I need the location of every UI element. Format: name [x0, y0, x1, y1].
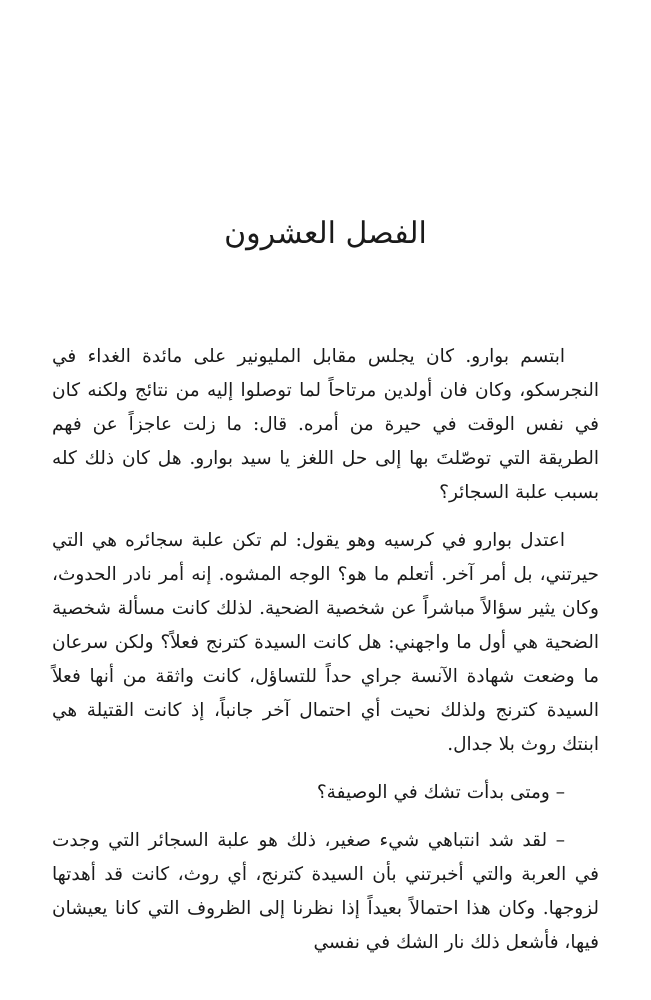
paragraph-1: ابتسم بوارو. كان يجلس مقابل المليونير على مائدة الغداء في النجرسكو، وكان فان أولدين مرتاحاً لما توصلوا إليه من نتائج ولكنه كان في نفس الوقت في حيرة من أمره. قال: ما زلت عاجزاً عن فهم الطريقة التي توصّلتَ بها إلى حل اللغز يا سيد بوارو. هل كان ذلك كله بسبب علبة السجائر؟: [52, 346, 599, 503]
paragraph-3: – ومتى بدأت تشك في الوصيفة؟: [316, 782, 565, 803]
chapter-title: الفصل العشرون: [224, 216, 427, 251]
chapter-body: [52, 340, 599, 974]
paragraph-4: – لقد شد انتباهي شيء صغير، ذلك هو علبة السجائر التي وجدت في العربة والتي أخبرتني بأن السيدة كترنج، أي روث، كانت قد أهدتها لزوجها. وكان هذا احتمالاً بعيداً إذا نظرنا إلى الظروف التي كانا يعيشان فيها، فأشعل ذلك نار الشك في نفسي: [52, 830, 599, 953]
paragraph-2: اعتدل بوارو في كرسيه وهو يقول: لم تكن علبة سجائره هي التي حيرتني، بل أمر آخر. أتعلم ما هو؟ الوجه المشوه. إنه أمر نادر الحدوث، وكان يثير سؤالاً مباشراً عن شخصية الضحية. لذلك كانت مسألة شخصية الضحية هي أول ما واجهني: هل كانت السيدة كترنج فعلاً؟ ولكن سرعان ما وضعت شهادة الآنسة جراي حداً للتساؤل، كانت واثقة من أنها فعلاً السيدة كترنج ولذلك نحيت أي احتمال آخر جانباً، إذ كانت القتيلة هي ابنتك روث بلا جدال.: [52, 530, 599, 755]
